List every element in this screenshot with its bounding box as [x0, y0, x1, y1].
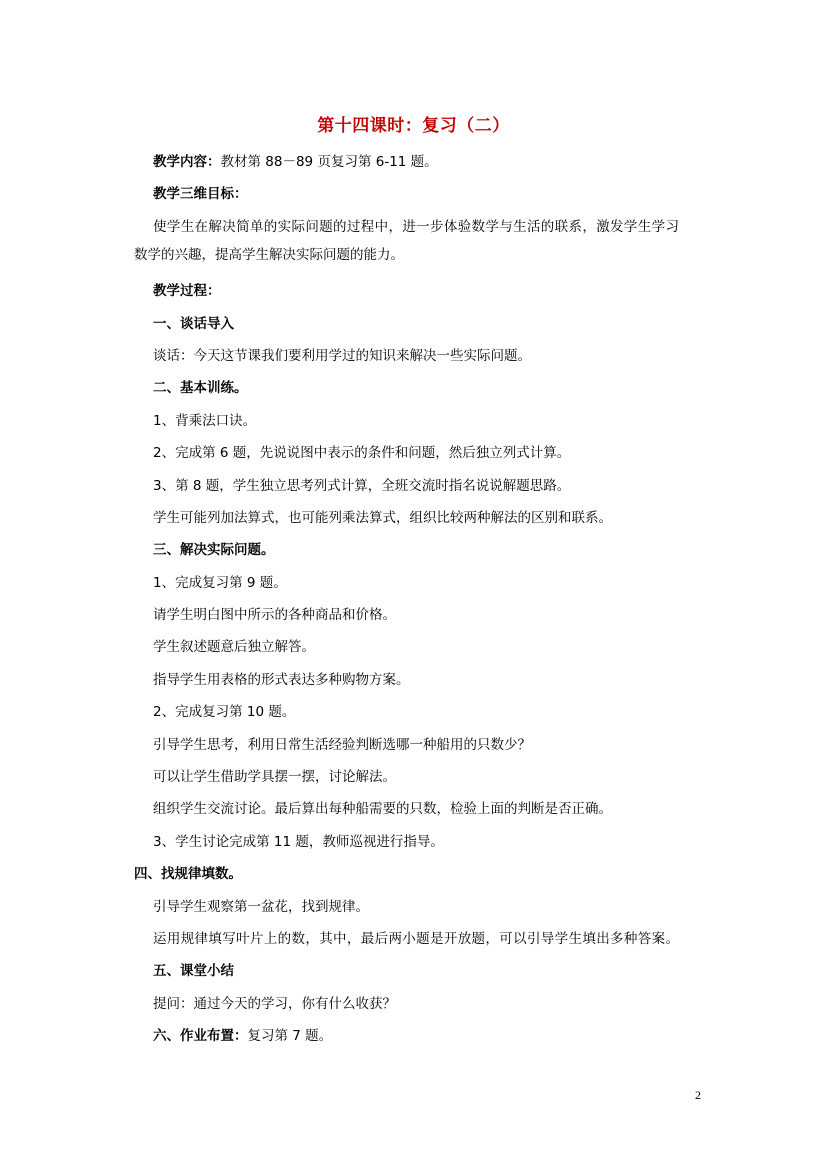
section-3-text-6: 组织学生交流讨论。最后算出每种船需要的只数，检验上面的判断是否正确。: [153, 801, 612, 817]
section-3-text-1: 请学生明白图中所示的各种商品和价格。: [153, 607, 396, 623]
goals-line-1: 使学生在解决简单的实际问题的过程中，进一步体验数学与生活的联系，激发学生学习: [153, 219, 680, 235]
page-number: 2: [695, 1088, 701, 1102]
section-3-item-1: 1、完成复习第 9 题。: [153, 575, 287, 591]
section-2-item-3: 3、第 8 题，学生独立思考列式计算，全班交流时指名说说解题思路。: [153, 478, 571, 494]
section-6-line: [153, 1027, 332, 1045]
goals-label: 教学三维目标：: [153, 186, 248, 202]
content-label: 教学内容：: [153, 154, 221, 170]
section-2-text: 学生可能列加法算式，也可能列乘法算式，组织比较两种解法的区别和联系。: [153, 510, 612, 526]
section-6-label: 六、作业布置：: [153, 1028, 248, 1044]
section-4-text-2: 运用规律填写叶片上的数，其中，最后两小题是开放题，可以引导学生填出多种答案。: [153, 931, 680, 947]
section-4-heading: 四、找规律填数。: [134, 866, 242, 882]
section-3-heading: 三、解决实际问题。: [153, 542, 275, 558]
goals-line-2: 数学的兴趣，提高学生解决实际问题的能力。: [134, 247, 404, 263]
process-label: 教学过程：: [153, 283, 221, 299]
section-3-item-2: 2、完成复习第 10 题。: [153, 704, 296, 720]
section-1-heading: 一、谈话导入: [153, 316, 234, 332]
section-1-text: 谈话：今天这节课我们要利用学过的知识来解决一些实际问题。: [153, 348, 531, 364]
section-3-text-3: 指导学生用表格的形式表达多种购物方案。: [153, 672, 410, 688]
section-3-text-5: 可以让学生借助学具摆一摆，讨论解法。: [153, 769, 396, 785]
section-4-text-1: 引导学生观察第一盆花，找到规律。: [153, 899, 369, 915]
content-text: 教材第 88－89 页复习第 6-11 题。: [220, 154, 438, 170]
section-6-text: 复习第 7 题。: [247, 1028, 333, 1044]
section-2-item-1: 1、背乘法口诀。: [153, 413, 257, 429]
section-5-text: 提问：通过今天的学习，你有什么收获？: [153, 996, 396, 1012]
section-3-item-3: 3、学生讨论完成第 11 题，教师巡视进行指导。: [153, 834, 444, 850]
content-line: [153, 153, 438, 171]
section-3-text-4: 引导学生思考，利用日常生活经验判断选哪一种船用的只数少？: [153, 737, 531, 753]
section-2-item-2: 2、完成第 6 题，先说说图中表示的条件和问题，然后独立列式计算。: [153, 445, 571, 461]
section-3-text-2: 学生叙述题意后独立解答。: [153, 639, 315, 655]
page-title: 第十四课时：复习（二）: [317, 116, 510, 136]
section-2-heading: 二、基本训练。: [153, 380, 248, 396]
section-5-heading: 五、课堂小结: [153, 963, 234, 979]
